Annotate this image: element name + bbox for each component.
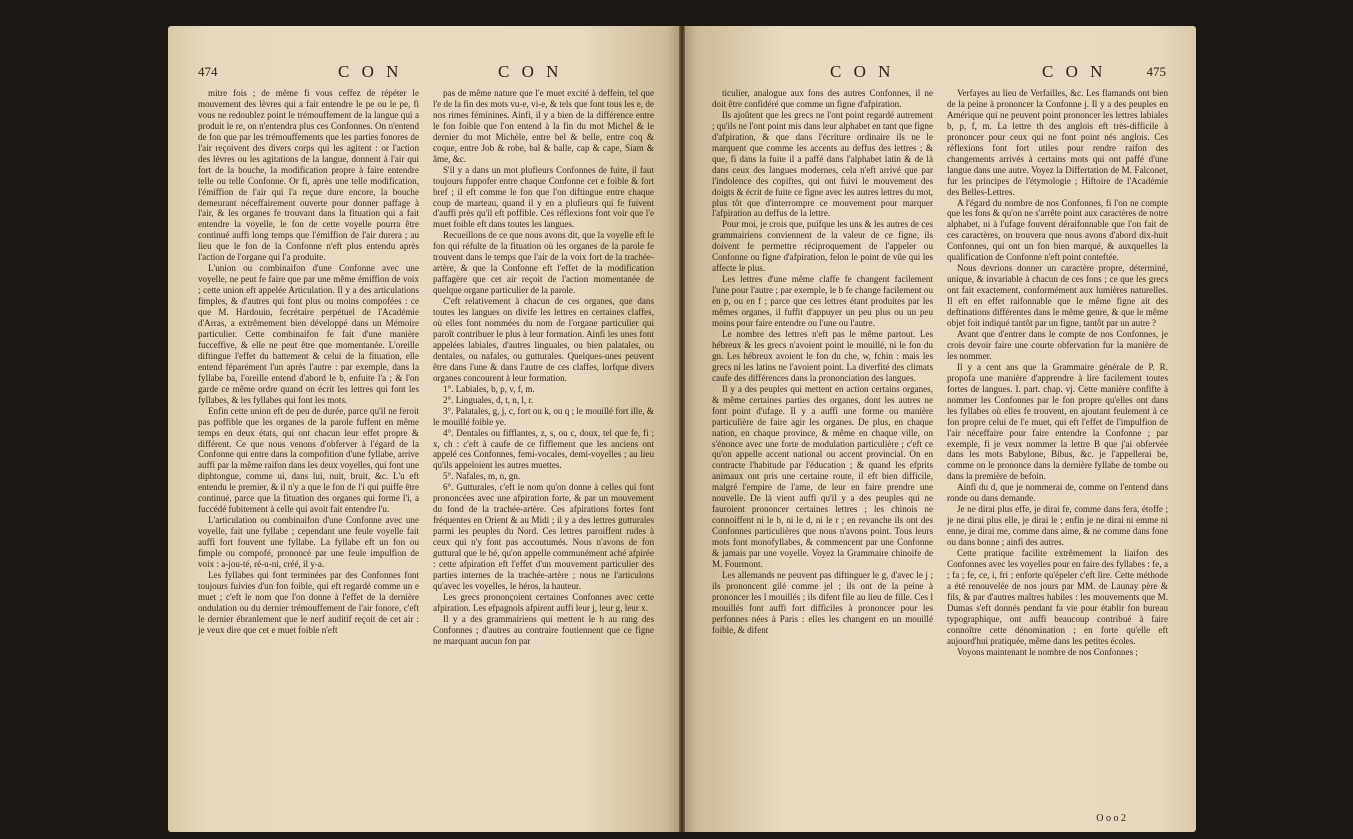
left-page [168,26,682,832]
paragraph: Pour moi, je crois que, puifque les uns & les autres de ces grammairiens conviennent de la valeur de ce figne, ils doivent fe permettre réciproquement de l'appeler ou Confonne ou figne d'afpiration, felon le point de vûe qui les affecte le plus. [712,219,933,274]
paragraph: Il y a des grammairiens qui mettent le h au rang des Confonnes ; d'autres au contraire foutiennent que ce figne ne marquant aucun fon par [433,613,654,646]
text-column-1 [198,88,419,814]
page-number: 474 [198,64,218,79]
paragraph: Il y a des peuples qui mettent en action certains organes, & même certaines parties des organes, dont les autres ne font point d'ufage. Il y a auffi une forme ou manière particulière de faire agir les organes. De plus, en chaque nation, en chaque province, & même en chaque ville, on s'énonce avec une forte de modulation particulière ; c'eft ce qu'on appelle accent national ou accent provincial. On en contracte l'habitude par l'éducation ; & quand les efprits animaux ont pris une certaine route, il eft bien difficile, malgré l'empire de l'ame, de leur en faire prendre une nouvelle. De là vient auffi qu'il y a des peuples qui ne fauroient prononcer certaines lettres ; les chinois ne connoiffent ni le b, ni le d, ni le r ; en revanche ils ont des Confonnes particulières que nous n'avons point. Tous leurs mots font monofyllabes, & commencent par une Confonne & jamais par une voyelle. Voyez la Grammaire chinoife de M. Fourmont. [712,383,933,569]
text-columns [198,88,654,814]
paragraph: Les allemands ne peuvent pas diftinguer le g, d'avec le j ; ils prononcent gilé comme jel ; ils ont de la peine à prononcer les l mouillés ; ils difent file au lieu de fille. Ces l mouillés font auffi fort difficiles à prononcer pour les perfonnes nées à Paris : elles les changent en un mouillé foible, & difent [712,569,933,635]
paragraph: Nous devrions donner un caractère propre, déterminé, unique, & invariable à chacun de ces fons ; ce que les grecs ont fait exactement, conformément aux lumières naturelles. Il eft en effet raifonnable que le même figne ait des deftinations différentes dans le même genre, & que le même objet foit indiqué tantôt par un figne, tantôt par un autre ? [947,263,1168,329]
paragraph: L'articulation ou combinaifon d'une Confonne avec une voyelle, fait une fyllabe ; cependant une feule voyelle fait auffi fort fouvent une fyllabe. La fyllabe eft un fon ou fimple ou compofé, prononcé par une feule impulfion de voix : a-jou-té, ré-u-ni, créé, il y-a. [198,515,419,569]
page-number: 475 [1146,64,1166,79]
running-head-word: C O N [830,62,895,81]
paragraph: Voyons maintenant le nombre de nos Confonnes ; [957,646,1138,657]
paragraph: Cette pratique facilite extrêmement la liaifon des Confonnes avec les voyelles pour en faire des fyllabes : fe, a ; fa ; fe, ce, i, fri ; enforte qu'épeler c'eft lire. Cette méthode a été renouvelée de nos jours par MM. de Launay père & fils, & par d'autres maîtres habiles : les mouvements que M. Dumas s'eft donnés pendant fa vie pour établir fon bureau typographique, ont auffi beaucoup contribué à faire connoître cette dénomination ; en forte qu'elle eft aujourd'hui pratiquée, même dans les petites écoles. [947,548,1168,646]
running-head-word: C O N [1042,62,1107,81]
paragraph: Les fyllabes qui font terminées par des Confonnes font toujours fuivies d'un fon foible, qui eft regardé comme un e muet ; c'eft le nom que l'on donne à l'effet de la dernière ondulation ou du dernier trémouffement de l'air fonore, c'eft le dernier ébranlement que le nerf auditif reçoit de cet air : je veux dire que cet e muet foible n'eft [198,569,419,635]
paragraph: Recueillons de ce que nous avons dit, que la voyelle eft le fon qui réfulte de la fituation où les organes de la parole fe trouvent dans le temps que l'air de la voix fort de la trachée-artère, & que la Confonne eft l'effet de la modification paffagère que cet air reçoit de l'action momentanée de quelque organe particulier de la parole. [433,230,654,296]
text-columns [712,88,1168,814]
paragraph: 2°. Linguales, d, t, n, l, r. [443,394,534,405]
paragraph: Avant que d'entrer dans le compte de nos Confonnes, je crois devoir faire une courte obfervation fur la manière de les nommer. [947,328,1168,361]
running-head-left [198,62,652,82]
running-head-word: C O N [498,62,563,81]
paragraph: Verfayes au lieu de Verfailles, &c. Les flamands ont bien de la peine à prononcer la Confonne j. Il y a des peuples en Amérique qui ne peuvent point prononcer les lettres labiales b, p, f, m. La lettre th des anglois eft très-difficile à prononcer pour ceux qui ne font point nés anglois. Ces réflexions font fort utiles pour rendre raifon des changements arrivés à certains mots qui ont paffé d'une langue dans une autre. Voyez la Differtation de M. Falconet, fur les principes de l'étymologie ; Hiftoire de l'Académie des Belles-Lettres. [947,88,1168,197]
paragraph: Les grecs prononçoient certaines Confonnes avec cette afpiration. Les efpagnols afpirent auffi leur j, leur g, leur x. [433,591,654,613]
running-head-word: C O N [338,62,403,81]
book-gutter [679,26,685,832]
right-page [682,26,1196,832]
paragraph: Le nombre des lettres n'eft pas le même partout. Les hébreux & les grecs n'avoient point le mouillé, ni le fon du gn. Les hébreux avoient le fon du che, w, fchin : mais les grecs ni les latins ne l'avoient point. La diverfité des climats caufe des différences dans la prononciation des langues. [712,328,933,383]
text-column-2 [433,88,654,814]
paragraph: 6°. Gutturales, c'eft le nom qu'on donne à celles qui font prononcées avec une afpiration forte, & par un mouvement du fond de la trachée-artère. Ces afpirations fortes font fréquentes en Orient & au Midi ; il y a des lettres gutturales parmi les peuples du Nord. Ces lettres paroiffent rudes à ceux qui n'y font pas accoutumés. Nous n'avons de fon guttural que le hé, qu'on appelle communément aché afpirée : cette afpiration eft l'effet d'un mouvement particulier des parties internes de la trachée-artère ; nous ne l'articulons qu'avec les voyelles, le héros, la hauteur. [433,482,654,591]
paragraph: 1°. Labiales, b, p, v, f, m. [443,383,535,394]
paragraph: Ils ajoûtent que les grecs ne l'ont point regardé autrement ; qu'ils ne l'ont point mis dans leur alphabet en tant que figne d'afpiration, & que dans l'écriture ordinaire ils ne le marquent que comme les accents au deffus des lettres ; & que, fi dans la fuite il a paffé dans l'alphabet latin & de là dans ceux des langues modernes, cela n'eft arrivé que par l'indolence des copiftes, qui ont fuivi le mouvement des doigts & écrit de fuite ce figne avec les autres lettres du mot, plus tôt que d'interrompre ce mouvement pour marquer l'afpiration au deffus de la lettre. [712,109,933,219]
paragraph: pas de même nature que l'e muet excité à deffein, tel que l'e de la fin des mots vu-e, vi-e, & tels que font tous les e, de nos rimes féminines. Ainfi, il y a bien de la différence entre le fon foible que l'on entend à la fin du mot Michel & le dernier du mot Michèle, entre bel & belle, entre coq & coque, entre Job & robe, bal & balle, cap & cape, Siam & âme, &c. [433,88,654,164]
paragraph: 3°. Palatales, g, j, c, fort ou k, ou q ; le mouillé fort ille, & le mouillé foible ye. [433,405,654,427]
running-head-right [712,62,1166,82]
paragraph: A l'égard du nombre de nos Confonnes, fi l'on ne compte que les fons & qu'on ne s'arrête point aux caractères de notre alphabet, ni à l'ufage fouvent déraifonnable que l'on fait de ces caractères, on trouvera que nous avons d'abord dix-huit Confonnes, qui ont un fon bien marqué, & auxquelles la qualification de Confonne n'eft point conteftée. [947,197,1168,263]
text-column-2 [947,88,1168,814]
paragraph: Ainfi du d, que je nommerai de, comme on l'entend dans ronde ou dans demande. [947,482,1168,504]
paragraph: S'il y a dans un mot plufieurs Confonnes de fuite, il faut toujours fuppofer entre chaque Confonne cet e foible & fort bref ; il eft comme le fon que l'on diftingue entre chaque coup de marteau, quand il y en a plufieurs qui fe fuivent d'auffi près qu'il eft poffible. Ces réflexions font voir que l'e muet foible eft dans toutes les langues. [433,164,654,230]
paragraph: mitre fois ; de même fi vous ceffez de répéter le mouvement des lèvres qui a fait entendre le pe ou le pe, fi vous ne redoublez point le trémouffement de la langue qui a produit le re, on n'entendra plus ces Confonnes. On n'entend de fon que par les trémouffements que les parties fonores de l'air reçoivent des divers corps qui les agitent : or l'action des lèvres ou les agitations de la langue, donnent à l'air qui fort de la bouche, la modification propre à faire entendre telle ou telle Confonne. Or fi, après une telle modification, l'émiffion de l'air qui l'a reçue dure encore, la bouche demeurant néceffairement ouverte pour donner paffage à l'air, & les organes fe trouvant dans la fituation qui a fait entendre la voyelle, le fon de cette voyelle pourra être continué auffi long temps que l'émiffion de l'air durera ; au lieu que le fon de la Confonne n'eft plus entendu après l'action de l'organe qui l'a produite. [198,88,419,263]
paragraph: C'eft relativement à chacun de ces organes, que dans toutes les langues on divife les lettres en certaines claffes, où elles font nommées du nom de l'organe particulier qui paroît contribuer le plus à leur formation. Ainfi les unes font appelées labiales, d'autres linguales, ou bien palatales, ou dentales, ou nafales, ou gutturales. Quelques-unes peuvent être dans l'une & dans l'autre de ces claffes, lorfque divers organes concourent à leur formation. [433,296,654,383]
paragraph: 4°. Dentales ou fifflantes, z, s, ou c, doux, tel que fe, fi ; x, ch : c'eft à caufe de ce fifflement que les anciens ont appelé ces Confonnes, femi-vocales, demi-voyelles ; au lieu qu'ils appeloient les autres muettes. [433,427,654,471]
paragraph: Il y a cent ans que la Grammaire générale de P. R. propofa une manière d'apprendre à lire facilement toutes fortes de langues. I. part. chap. vj. Cette manière confifte à nommer les Confonnes par le fon propre qu'elles ont dans les fyllabes où elles fe trouvent, en ajoutant feulement à ce fon propre celui de l'e muet, qui eft l'effet de l'impulfion de l'air néceffaire pour faire entendre la Confonne ; par exemple, fi je veux nommer la lettre B que j'ai obfervée dans les mots Babylone, Bibus, &c. je l'appellerai be, comme on le prononce dans la dernière fyllabe de tombe ou dans la première de befoin. [947,361,1168,482]
text-column-1 [712,88,933,814]
paragraph: ticulier, analogue aux fons des autres Confonnes, il ne doit être confidéré que comme un figne d'afpiration. [712,88,933,109]
signature-mark: O o o 2 [1096,813,1126,824]
paragraph: Je ne dirai plus effe, je dirai fe, comme dans fera, étoffe ; je ne dirai plus elle, je dirai le ; enfin je ne dirai ni emme ni enne, je dirai me, comme dans aime, & ne comme dans fone ou dans bonne ; ainfi des autres. [947,504,1168,548]
book-spread [168,26,1196,832]
paragraph: L'union ou combinaifon d'une Confonne avec une voyelle, ne peut fe faire que par une même émiffion de voix ; cette union eft appelée Articulation. Il y a des articulations fimples, & d'autres qui font plus ou moins compofées : ce que M. Hardouin, fecrétaire perpétuel de l'Académie d'Arras, a extrêmement bien développé dans un Mémoire particulier. Cette combinaifon fe fait d'une manière fucceffive, & elle ne peut être que momentanée. L'oreille diftingue l'effet du battement & celui de la fituation, elle entend féparément l'un après l'autre : par exemple, dans la fyllabe ba, l'oreille entend d'abord le b, enfuite l'a ; & l'on garde ce même ordre quand on écrit les lettres qui font les fyllabes, & les fyllabes qui font les mots. [198,263,419,405]
paragraph: Enfin cette union eft de peu de durée, parce qu'il ne feroit pas poffible que les organes de la parole fuffent en même temps en deux états, qui ont chacun leur effet propre & différent. Ce que nous venons d'obferver à l'égard de la Confonne qui entre dans la compofition d'une fyllabe, arrive auffi par la même raifon dans les deux voyelles, qui font une diphtongue, comme ui, dans lui, nuit, bruit, &c. L'u eft entendu le premier, & il n'y a que le fon de l'i qui puiffe être continué, parce que la fituation des organes qui forme l'i, a fuccédé fubitement à celle qui avoit fait entendre l'u. [198,405,419,515]
paragraph: 5°. Nafales, m, n, gn. [443,471,521,482]
paragraph: Les lettres d'une même claffe fe changent facilement l'une pour l'autre ; par exemple, le b fe change facilement ou en p, ou en f ; parce que ces lettres étant produites par les mêmes organes, il fuffit d'appuyer un peu plus ou un peu moins pour faire entendre ou l'une ou l'autre. [712,274,933,329]
